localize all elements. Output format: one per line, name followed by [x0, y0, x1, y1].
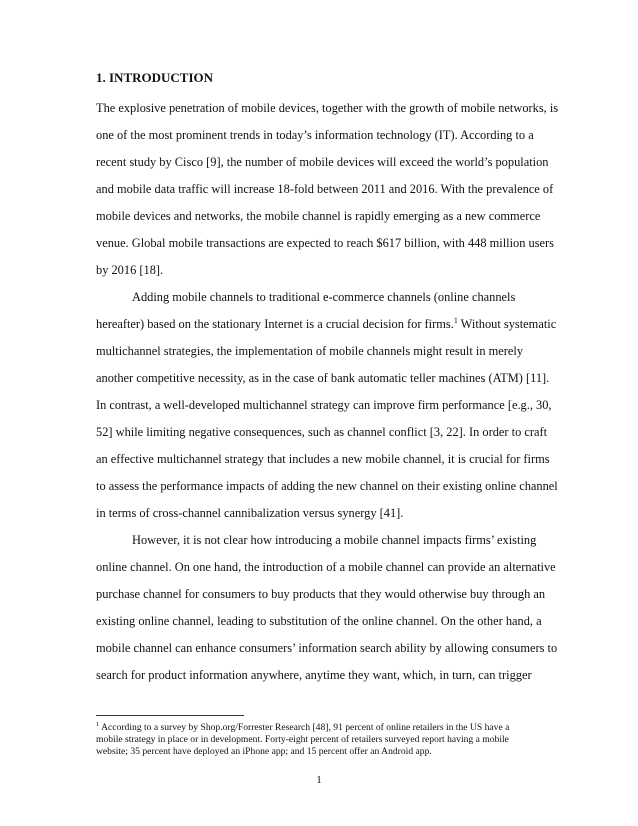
paragraph-line: existing online channel, leading to substitution of the online channel. On the other hand, a — [96, 614, 542, 628]
paragraph-line — [96, 317, 556, 331]
paragraph-line: The explosive penetration of mobile devices, together with the growth of mobile networks, is — [96, 101, 559, 115]
footnote-line: mobile strategy in place or in development. Forty-eight percent of retailers surveyed report having a mobile — [96, 734, 509, 745]
paragraph-line: and mobile data traffic will increase 18-fold between 2011 and 2016. With the prevalence of — [96, 182, 554, 196]
section-heading: 1. INTRODUCTION — [96, 70, 214, 85]
paragraph-line: online channel. On one hand, the introduction of a mobile channel can provide an alternative — [96, 560, 556, 574]
footnote-line — [96, 722, 509, 733]
paragraph-line: Adding mobile channels to traditional e-commerce channels (online channels — [132, 290, 516, 304]
paragraph-line: mobile channel can enhance consumers’ information search ability by allowing consumers to — [96, 641, 558, 655]
paragraph-line: in terms of cross-channel cannibalization versus synergy [41]. — [96, 506, 404, 520]
paragraph-line: another competitive necessity, as in the case of bank automatic teller machines (ATM) [11]. — [96, 371, 550, 385]
paragraph-text: Without systematic — [457, 317, 557, 331]
paragraph-line: recent study by Cisco [9], the number of mobile devices will exceed the world’s population — [96, 155, 549, 169]
footnote-divider — [96, 715, 244, 716]
paragraph-line: 52] while limiting negative consequences, such as channel conflict [3, 22]. In order to craft — [96, 425, 548, 439]
paragraph-line: an effective multichannel strategy that includes a new mobile channel, it is crucial for firms — [96, 452, 550, 466]
paragraph-line: mobile devices and networks, the mobile channel is rapidly emerging as a new commerce — [96, 209, 541, 223]
footnote-marker: 1 — [96, 721, 100, 728]
footnote-text: According to a survey by Shop.org/Forrester Research [48], 91 percent of online retailers in the US have a — [99, 722, 510, 733]
footnote-reference[interactable]: 1 — [453, 316, 458, 325]
page-number: 1 — [316, 774, 322, 786]
paragraph-line: by 2016 [18]. — [96, 263, 164, 277]
paragraph-line: purchase channel for consumers to buy products that they would otherwise buy through an — [96, 587, 546, 601]
paragraph-line: However, it is not clear how introducing a mobile channel impacts firms’ existing — [132, 533, 537, 547]
paragraph-text: hereafter) based on the stationary Internet is a crucial decision for firms. — [96, 317, 454, 331]
paragraph-line: to assess the performance impacts of adding the new channel on their existing online channel — [96, 479, 558, 493]
paragraph-line: one of the most prominent trends in today’s information technology (IT). According to a — [96, 128, 534, 142]
paragraph-line: search for product information anywhere, anytime they want, which, in turn, can trigger — [96, 668, 532, 682]
footnote-line: website; 35 percent have deployed an iPhone app; and 15 percent offer an Android app. — [96, 746, 432, 757]
paragraph-line: multichannel strategies, the implementation of mobile channels might result in merely — [96, 344, 524, 358]
paragraph-line: venue. Global mobile transactions are expected to reach $617 billion, with 448 million users — [96, 236, 554, 250]
paragraph-line: In contrast, a well-developed multichannel strategy can improve firm performance [e.g., 30, — [96, 398, 552, 412]
